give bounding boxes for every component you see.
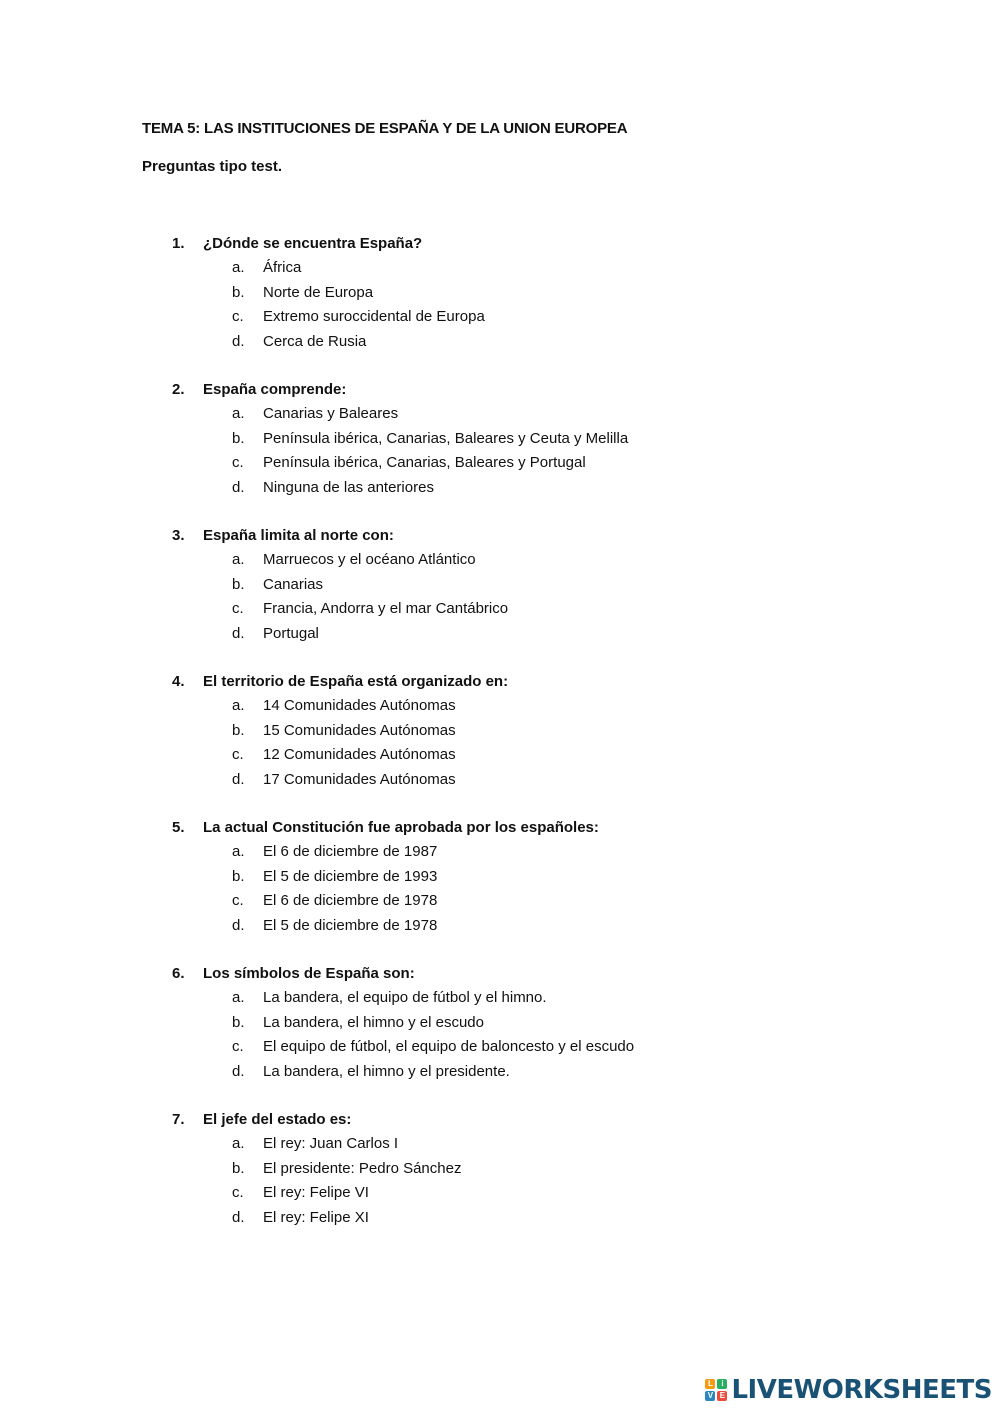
option-letter: d. xyxy=(232,332,245,350)
option-text: 14 Comunidades Autónomas xyxy=(263,697,456,714)
liveworksheets-logo xyxy=(705,1375,992,1405)
option-text: Francia, Andorra y el mar Cantábrico xyxy=(263,600,509,617)
option-letter: c. xyxy=(232,308,244,325)
option-letter: d. xyxy=(232,1062,245,1080)
question-number: 4. xyxy=(172,673,185,690)
answer-option[interactable] xyxy=(172,402,872,427)
option-text: 12 Comunidades Autónomas xyxy=(263,746,456,763)
option-text: Península ibérica, Canarias, Baleares y Ceuta y Melilla xyxy=(263,429,629,447)
answer-option[interactable] xyxy=(172,281,872,306)
answer-option[interactable] xyxy=(172,1060,872,1085)
question-line xyxy=(172,670,872,694)
answer-option[interactable] xyxy=(172,768,872,793)
question-number: 1. xyxy=(172,235,185,252)
question-text: La actual Constitución fue aprobada por los españoles: xyxy=(203,819,599,836)
answer-option[interactable] xyxy=(172,305,872,330)
question-2 xyxy=(172,378,872,500)
answer-option[interactable] xyxy=(172,1011,872,1036)
question-text: El territorio de España está organizado en: xyxy=(203,673,509,690)
option-letter: b. xyxy=(232,867,245,885)
logo-tile: E xyxy=(717,1391,727,1401)
answer-option[interactable] xyxy=(172,889,872,914)
option-text: Canarias xyxy=(263,575,324,593)
option-letter: a. xyxy=(232,259,245,276)
option-text: El presidente: Pedro Sánchez xyxy=(263,1159,462,1177)
question-number: 5. xyxy=(172,819,185,836)
answer-option[interactable] xyxy=(172,330,872,355)
option-letter: d. xyxy=(232,1208,245,1226)
option-text: El rey: Felipe VI xyxy=(263,1184,369,1201)
worksheet-subtitle: Preguntas tipo test. xyxy=(142,158,283,175)
option-text: 15 Comunidades Autónomas xyxy=(263,721,456,739)
option-letter: a. xyxy=(232,843,245,860)
question-3 xyxy=(172,524,872,646)
question-text: España comprende: xyxy=(203,381,347,398)
answer-option[interactable] xyxy=(172,1206,872,1231)
option-letter: b. xyxy=(232,721,245,739)
question-number: 2. xyxy=(172,381,185,398)
option-text: Norte de Europa xyxy=(263,283,374,301)
answer-option[interactable] xyxy=(172,1132,872,1157)
question-6 xyxy=(172,962,872,1084)
question-line xyxy=(172,1108,872,1132)
option-letter: c. xyxy=(232,1184,244,1201)
logo-tile: i xyxy=(717,1379,727,1389)
answer-option[interactable] xyxy=(172,427,872,452)
option-letter: a. xyxy=(232,1135,245,1152)
answer-option[interactable] xyxy=(172,986,872,1011)
option-letter: b. xyxy=(232,1013,245,1031)
answer-option[interactable] xyxy=(172,622,872,647)
worksheet-title: TEMA 5: LAS INSTITUCIONES DE ESPAÑA Y DE LA UNION EUROPEA xyxy=(142,120,628,137)
question-5 xyxy=(172,816,872,938)
option-text: Ninguna de las anteriores xyxy=(263,478,434,496)
answer-option[interactable] xyxy=(172,1035,872,1060)
option-text: El 5 de diciembre de 1993 xyxy=(263,867,438,885)
option-letter: d. xyxy=(232,770,245,788)
option-text: La bandera, el himno y el escudo xyxy=(263,1013,484,1031)
option-text: 17 Comunidades Autónomas xyxy=(263,770,456,788)
option-letter: b. xyxy=(232,283,245,301)
option-letter: c. xyxy=(232,892,244,909)
option-text: Península ibérica, Canarias, Baleares y Portugal xyxy=(263,454,586,471)
logo-tile: L xyxy=(705,1379,715,1389)
question-7 xyxy=(172,1108,872,1230)
option-letter: d. xyxy=(232,624,245,642)
option-letter: a. xyxy=(232,989,245,1006)
question-line xyxy=(172,962,872,986)
logo-tile: V xyxy=(705,1391,715,1401)
answer-option[interactable] xyxy=(172,694,872,719)
question-number: 3. xyxy=(172,527,185,544)
question-line xyxy=(172,378,872,402)
answer-option[interactable] xyxy=(172,548,872,573)
answer-option[interactable] xyxy=(172,1157,872,1182)
option-text: La bandera, el equipo de fútbol y el himno. xyxy=(263,989,547,1006)
option-letter: a. xyxy=(232,405,245,422)
option-text: El 6 de diciembre de 1978 xyxy=(263,892,438,909)
question-line xyxy=(172,524,872,548)
option-letter: c. xyxy=(232,600,244,617)
answer-option[interactable] xyxy=(172,719,872,744)
answer-option[interactable] xyxy=(172,865,872,890)
question-1 xyxy=(172,232,872,354)
question-line xyxy=(172,816,872,840)
option-letter: c. xyxy=(232,1038,244,1055)
question-text: España limita al norte con: xyxy=(203,527,394,544)
question-line xyxy=(172,232,872,256)
answer-option[interactable] xyxy=(172,597,872,622)
option-letter: d. xyxy=(232,478,245,496)
option-letter: c. xyxy=(232,454,244,471)
option-text: Extremo suroccidental de Europa xyxy=(263,308,485,325)
option-text: África xyxy=(263,259,302,276)
question-number: 7. xyxy=(172,1111,185,1128)
logo-icon xyxy=(705,1379,727,1401)
option-letter: b. xyxy=(232,575,245,593)
option-text: Portugal xyxy=(263,624,319,642)
answer-option[interactable] xyxy=(172,573,872,598)
option-text: El rey: Felipe XI xyxy=(263,1208,369,1226)
option-text: El equipo de fútbol, el equipo de baloncesto y el escudo xyxy=(263,1038,635,1055)
answer-option[interactable] xyxy=(172,1181,872,1206)
answer-option[interactable] xyxy=(172,451,872,476)
question-text: Los símbolos de España son: xyxy=(203,965,415,982)
option-letter: b. xyxy=(232,1159,245,1177)
question-list xyxy=(172,232,872,1254)
option-text: Marruecos y el océano Atlántico xyxy=(263,551,476,568)
question-4 xyxy=(172,670,872,792)
answer-option[interactable] xyxy=(172,476,872,501)
answer-option[interactable] xyxy=(172,256,872,281)
answer-option[interactable] xyxy=(172,914,872,939)
option-text: La bandera, el himno y el presidente. xyxy=(263,1062,510,1080)
option-letter: d. xyxy=(232,916,245,934)
question-text: ¿Dónde se encuentra España? xyxy=(203,235,423,252)
answer-option[interactable] xyxy=(172,743,872,768)
option-letter: a. xyxy=(232,697,245,714)
question-text: El jefe del estado es: xyxy=(203,1111,352,1128)
answer-option[interactable] xyxy=(172,840,872,865)
option-letter: a. xyxy=(232,551,245,568)
option-letter: c. xyxy=(232,746,244,763)
option-letter: b. xyxy=(232,429,245,447)
option-text: El 5 de diciembre de 1978 xyxy=(263,916,438,934)
option-text: Canarias y Baleares xyxy=(263,405,399,422)
option-text: El rey: Juan Carlos I xyxy=(263,1135,399,1152)
option-text: Cerca de Rusia xyxy=(263,332,367,350)
question-number: 6. xyxy=(172,965,185,982)
brand-name: LIVEWORKSHEETS xyxy=(731,1375,992,1405)
option-text: El 6 de diciembre de 1987 xyxy=(263,843,438,860)
